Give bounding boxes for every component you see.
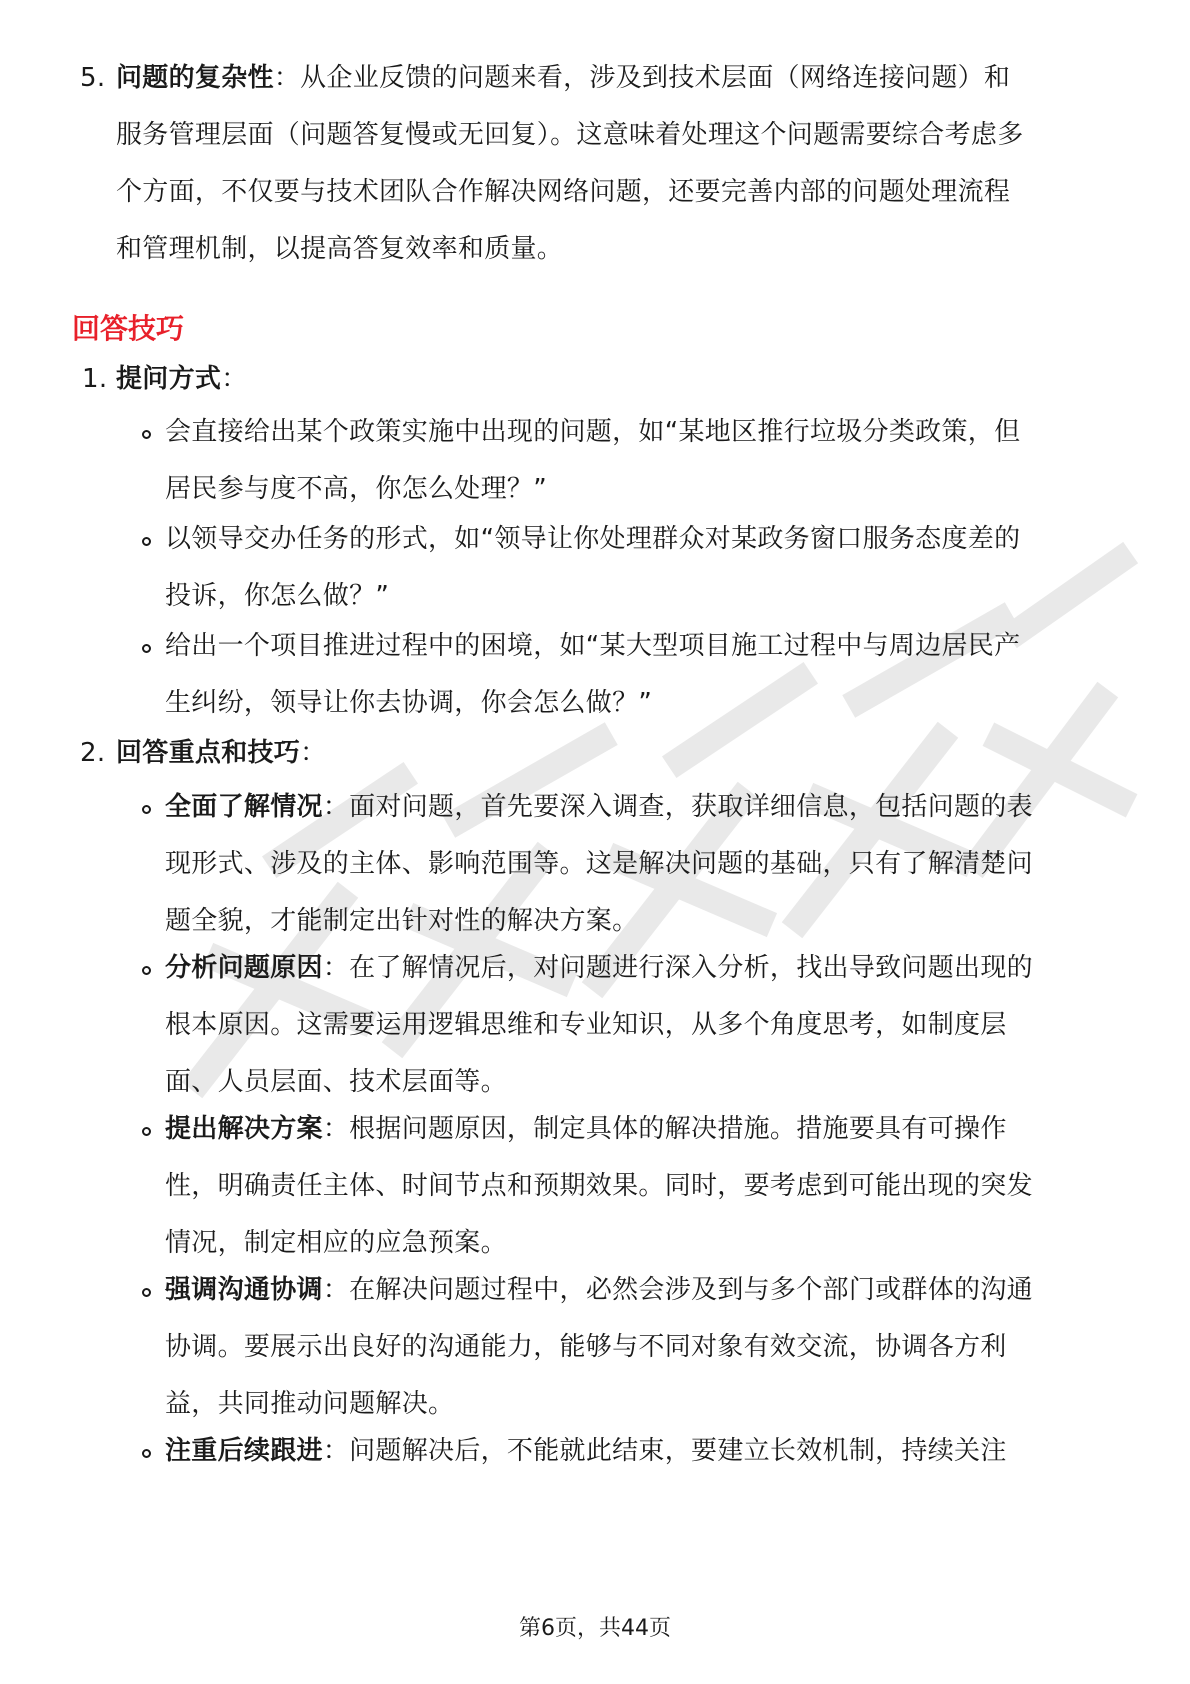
point2-bullet-3-body: ：根据问题原因，制定具体的解决措施。措施要具有可操作性，明确责任主体、时间节点和预期效果。同时，要考虑到可能出现的突发情况，制定相应的应急预案。: [165, 1114, 1033, 1258]
point2-bullet-2: [165, 940, 1035, 1111]
bullet-icon: [142, 1127, 151, 1136]
bullet-icon: [142, 966, 151, 975]
point2-bullet-3: [165, 1101, 1035, 1272]
point2-bullet-1: [165, 779, 1035, 950]
point2-bullet-1-title: 全面了解情况: [165, 792, 323, 822]
item5-number: 5.: [80, 63, 106, 93]
item5-title: 问题的复杂性: [116, 63, 274, 93]
point1-bullet-2: 以领导交办任务的形式，如“领导让你处理群众对某政务窗口服务态度差的投诉，你怎么做？”: [165, 524, 1021, 611]
item5-body: ：从企业反馈的问题来看，涉及到技术层面（网络连接问题）和服务管理层面（问题答复慢或无回复）。这意味着处理这个问题需要综合考虑多个方面，不仅要与技术团队合作解决网络问题，还要完善内部的问题处理流程和管理机制，以提高答复效率和质量。: [116, 63, 1024, 264]
point2-bullet-5: [165, 1423, 1035, 1480]
point2-bullet-3-title: 提出解决方案: [165, 1114, 323, 1144]
point2-number: 2.: [80, 738, 106, 768]
point2-bullet-4-title: 强调沟通协调: [165, 1275, 323, 1305]
bullet-icon: [142, 1449, 151, 1458]
bullet-icon: [142, 1288, 151, 1297]
point1-number: 1.: [82, 364, 108, 394]
point2-title: 回答重点和技巧: [116, 738, 301, 768]
item5-paragraph: [116, 50, 1036, 278]
section-heading: 回答技巧: [72, 312, 185, 345]
point1-bullet-3: 给出一个项目推进过程中的困境，如“某大型项目施工过程中与周边居民产生纠纷，领导让你去协调，你会怎么做？”: [165, 631, 1021, 718]
point2-bullet-4-body: ：在解决问题过程中，必然会涉及到与多个部门或群体的沟通协调。要展示出良好的沟通能力，能够与不同对象有效交流，协调各方利益，共同推动问题解决。: [165, 1275, 1033, 1419]
point1-colon: ：: [221, 364, 248, 394]
point1-title: 提问方式: [116, 364, 222, 394]
bullet-icon: [142, 430, 151, 439]
point2-bullet-5-title: 注重后续跟进: [165, 1436, 323, 1466]
bullet-icon: [142, 537, 151, 546]
point2-bullet-4: [165, 1262, 1035, 1433]
point1-heading: [116, 351, 1036, 408]
point2-bullet-2-title: 分析问题原因: [165, 953, 323, 983]
point2-colon: ：: [300, 738, 327, 768]
bullet-icon: [142, 644, 151, 653]
point2-bullet-5-body: ：问题解决后，不能就此结束，要建立长效机制，持续关注: [322, 1436, 1007, 1466]
page-footer: 第6页，共44页: [519, 1616, 671, 1641]
bullet-icon: [142, 805, 151, 814]
point2-bullet-1-body: ：面对问题，首先要深入调查，获取详细信息，包括问题的表现形式、涉及的主体、影响范围等。这是解决问题的基础，只有了解清楚问题全貌，才能制定出针对性的解决方案。: [165, 792, 1033, 936]
point1-bullet-1: 会直接给出某个政策实施中出现的问题，如“某地区推行垃圾分类政策，但居民参与度不高，你怎么处理？”: [165, 417, 1021, 504]
point2-bullet-2-body: ：在了解情况后，对问题进行深入分析，找出导致问题出现的根本原因。这需要运用逻辑思维和专业知识，从多个角度思考，如制度层面、人员层面、技术层面等。: [165, 953, 1033, 1097]
point2-heading: [116, 725, 1036, 782]
